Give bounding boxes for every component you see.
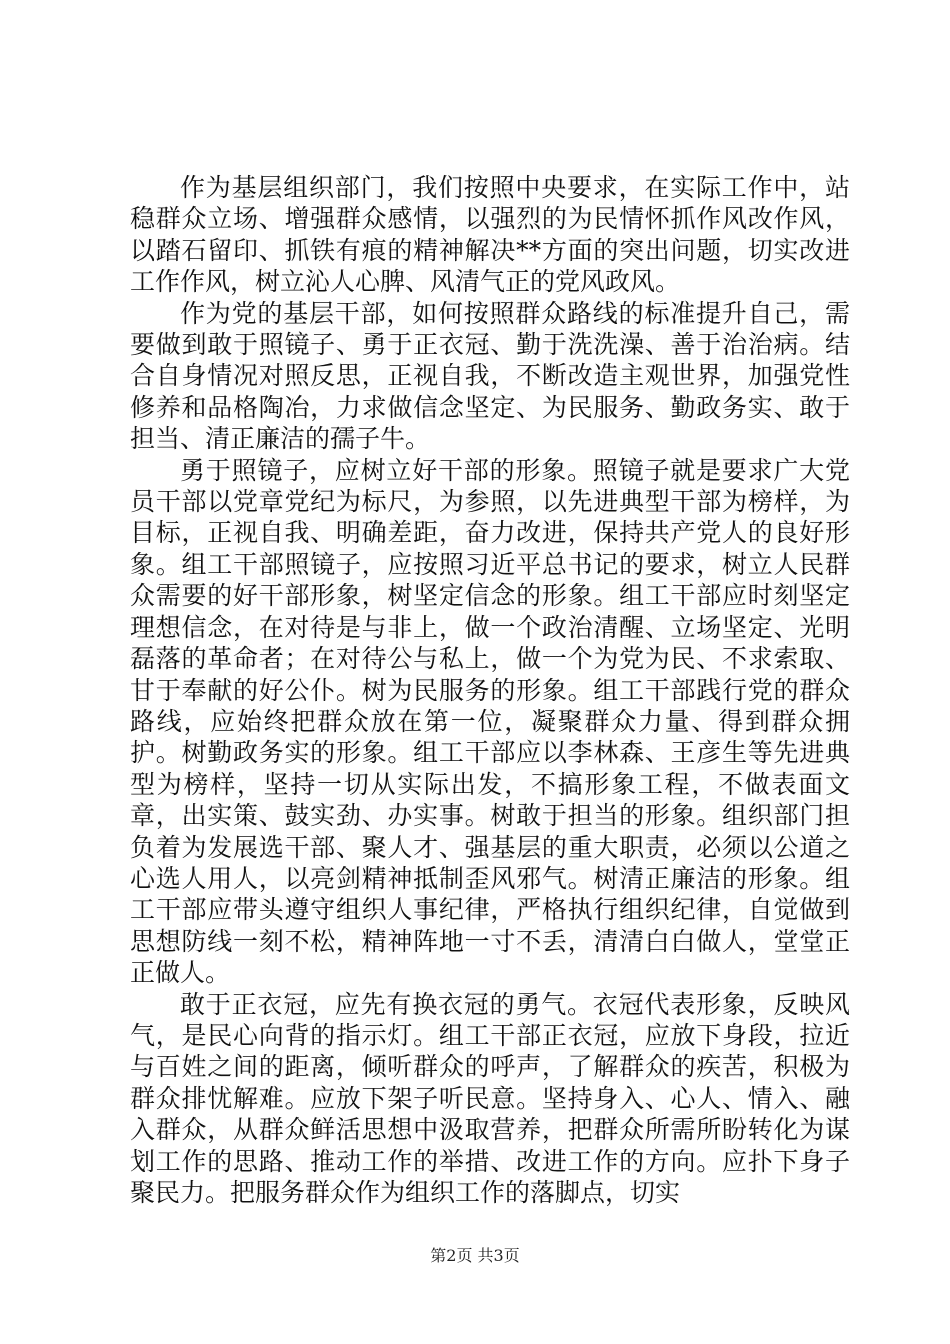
document-body bbox=[130, 172, 850, 1208]
paragraph-4: 敢于正衣冠，应先有换衣冠的勇气。衣冠代表形象，反映风气，是民心向背的指示灯。组工干部正衣冠，应放下身段，拉近与百姓之间的距离，倾听群众的呼声，了解群众的疾苦，积极为群众排忧解难。应放下架子听民意。坚持身入、心人、情入、融入群众，从群众鲜活思想中汲取营养，把群众所需所盼转化为谋划工作的思路、推动工作的举措、改进工作的方向。应扑下身子聚民力。把服务群众作为组织工作的落脚点，切实 bbox=[130, 989, 850, 1207]
paragraph-2: 作为党的基层干部，如何按照群众路线的标准提升自己，需要做到敢于照镜子、勇于正衣冠、勤于洗洗澡、善于治治病。结合自身情况对照反思，正视自我，不断改造主观世界，加强党性修养和品格陶冶，力求做信念坚定、为民服务、勤政务实、敢于担当、清正廉洁的孺子牛。 bbox=[130, 298, 850, 454]
page-number-footer: 第2页 共3页 bbox=[430, 1246, 520, 1265]
paragraph-3: 勇于照镜子，应树立好干部的形象。照镜子就是要求广大党员干部以党章党纪为标尺，为参照，以先进典型干部为榜样，为目标，正视自我、明确差距，奋力改进，保持共产党人的良好形象。组工干部照镜子，应按照习近平总书记的要求，树立人民群众需要的好干部形象，树坚定信念的形象。组工干部应时刻坚定理想信念，在对待是与非上，做一个政治清醒、立场坚定、光明磊落的革命者；在对待公与私上，做一个为党为民、不求索取、甘于奉献的好公仆。树为民服务的形象。组工干部践行党的群众路线，应始终把群众放在第一位，凝聚群众力量、得到群众拥护。树勤政务实的形象。组工干部应以李林森、王彦生等先进典型为榜样，坚持一切从实际出发，不搞形象工程，不做表面文章，出实策、鼓实劲、办实事。树敢于担当的形象。组织部门担负着为发展选干部、聚人才、强基层的重大职责，必须以公道之心选人用人，以亮剑精神抵制歪风邪气。树清正廉洁的形象。组工干部应带头遵守组织人事纪律，严格执行组织纪律，自觉做到思想防线一刻不松，精神阵地一寸不丢，清清白白做人，堂堂正正做人。 bbox=[130, 455, 850, 988]
paragraph-1: 作为基层组织部门，我们按照中央要求，在实际工作中，站稳群众立场、增强群众感情，以强烈的为民情怀抓作风改作风，以踏石留印、抓铁有痕的精神解决**方面的突出问题，切实改进工作作风，树立沁人心脾、风清气正的党风政风。 bbox=[130, 173, 850, 297]
